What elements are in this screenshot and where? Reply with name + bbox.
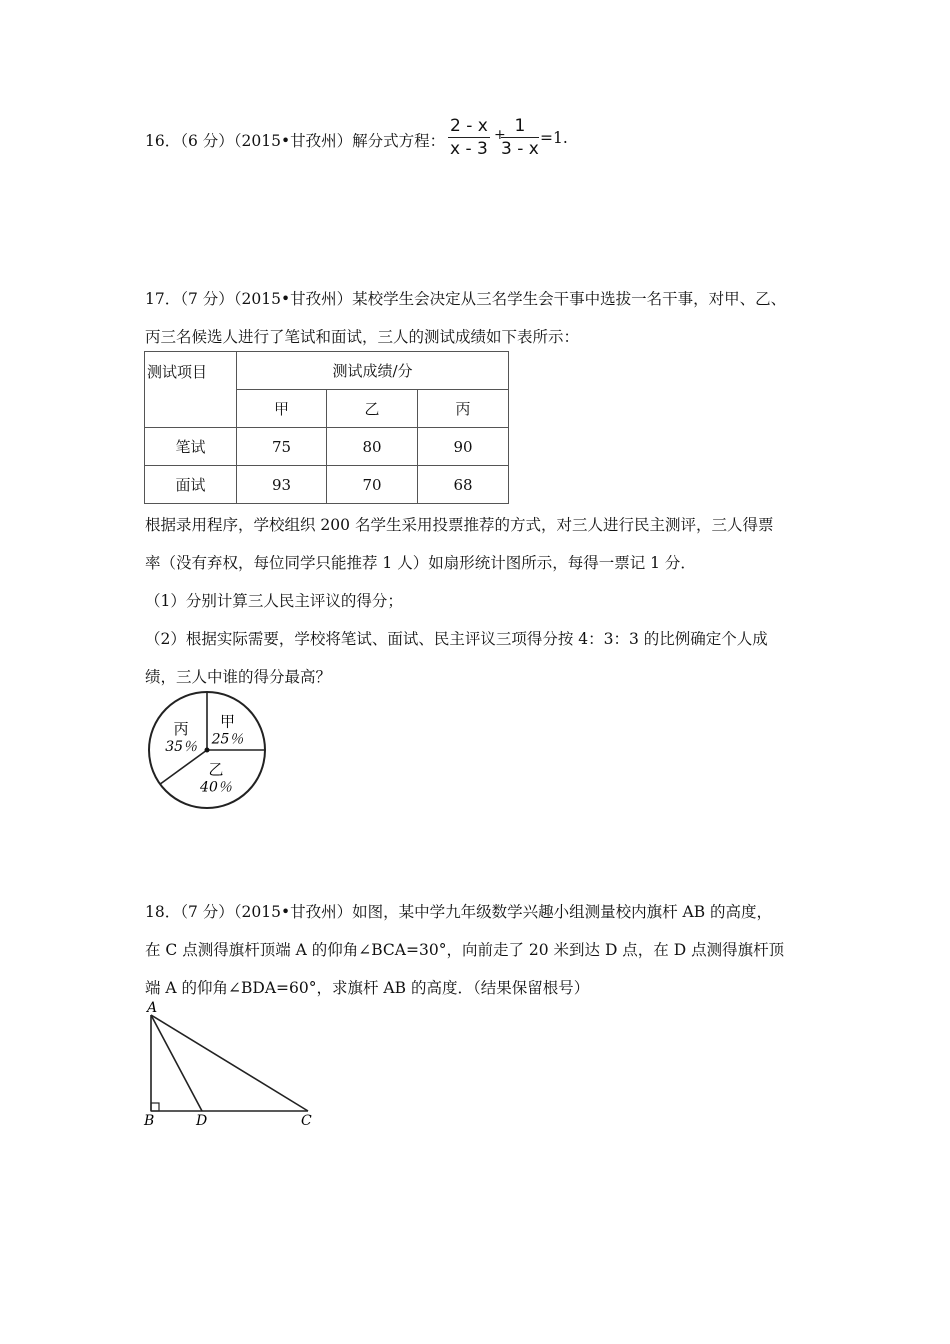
- label-a: A: [147, 1000, 158, 1016]
- pie-slice-value-label: 35％: [165, 738, 198, 755]
- flagpole-figure: [138, 997, 328, 1132]
- pie-slice-value-label: 25％: [211, 731, 244, 748]
- score-table: [144, 351, 509, 504]
- table-row-label: 面试: [145, 466, 237, 504]
- q18-line3: 端 A 的仰角∠BDA=60°，求旗杆 AB 的高度．（结果保留根号）: [145, 979, 590, 997]
- pie-slice-value-label: 40％: [200, 779, 232, 796]
- table-cell: 90: [418, 428, 509, 466]
- q16-text: [145, 129, 445, 151]
- table-candidate-jia: 甲: [237, 390, 327, 428]
- right-angle-mark: [151, 1103, 159, 1111]
- pie-slice-label: 甲: [219, 712, 236, 731]
- pie-slice-label: 丙: [173, 719, 189, 738]
- pie-chart: [142, 689, 272, 819]
- q18-line1: 18．（7 分）（2015•甘孜州）如图，某中学九年级数学兴趣小组测量校内旗杆 AB 的高度，: [145, 903, 773, 921]
- q16-plus: +: [494, 127, 506, 143]
- table-cell: 70: [327, 466, 418, 504]
- table-candidate-yi: 乙: [327, 390, 418, 428]
- q16-fraction-2: [501, 116, 539, 159]
- q17-line1: 17．（7 分）（2015•甘孜州）某校学生会决定从三名学生会干事中选拔一名干事，对甲、乙、: [145, 290, 787, 308]
- segment-ad: [151, 1015, 202, 1111]
- table-cell: 75: [237, 428, 327, 466]
- q16-frac2-numerator: 1: [501, 116, 539, 138]
- label-c: C: [301, 1113, 312, 1129]
- q18-line2: 在 C 点测得旗杆顶端 A 的仰角∠BCA=30°，向前走了 20 米到达 D 点，在 D 点测得旗杆顶: [145, 941, 785, 959]
- q16-frac1-denominator: x - 3: [450, 139, 488, 159]
- table-row-label: 笔试: [145, 428, 237, 466]
- q17-line3: 根据录用程序，学校组织 200 名学生采用投票推荐的方式，对三人进行民主测评，三人得票: [145, 516, 774, 534]
- segment-ac: [151, 1015, 308, 1111]
- q16-suffix: =1.: [540, 129, 568, 147]
- label-d: D: [196, 1113, 208, 1129]
- q16-fraction-1: [448, 116, 490, 159]
- table-header-score: 测试成绩/分: [237, 352, 509, 390]
- pie-slice-label: 乙: [208, 760, 224, 779]
- table-row: [145, 428, 509, 466]
- pie-center: [205, 748, 210, 753]
- q17-line2: 丙三名候选人进行了笔试和面试，三人的测试成绩如下表所示：: [145, 328, 580, 346]
- q17-line5: （1）分别计算三人民主评议的得分；: [145, 592, 403, 610]
- q17-line4: 率（没有弃权，每位同学只能推荐 1 人）如扇形统计图所示，每得一票记 1 分．: [145, 554, 696, 572]
- table-candidate-bing: 丙: [418, 390, 509, 428]
- table-row: [145, 466, 509, 504]
- table-cell: 93: [237, 466, 327, 504]
- q16-frac2-denominator: 3 - x: [501, 139, 539, 159]
- q17-line6: （2）根据实际需要，学校将笔试、面试、民主评议三项得分按 4：3：3 的比例确定个人成: [145, 630, 768, 648]
- table-cell: 68: [418, 466, 509, 504]
- q16-frac1-numerator: 2 - x: [450, 116, 488, 136]
- label-b: B: [144, 1113, 155, 1129]
- table-cell: 80: [327, 428, 418, 466]
- q16-prefix: 16．（6 分）（2015•甘孜州）解分式方程：: [145, 132, 446, 150]
- q17-line7: 绩，三人中谁的得分最高？: [145, 668, 332, 686]
- table-header-item: 测试项目: [145, 352, 237, 428]
